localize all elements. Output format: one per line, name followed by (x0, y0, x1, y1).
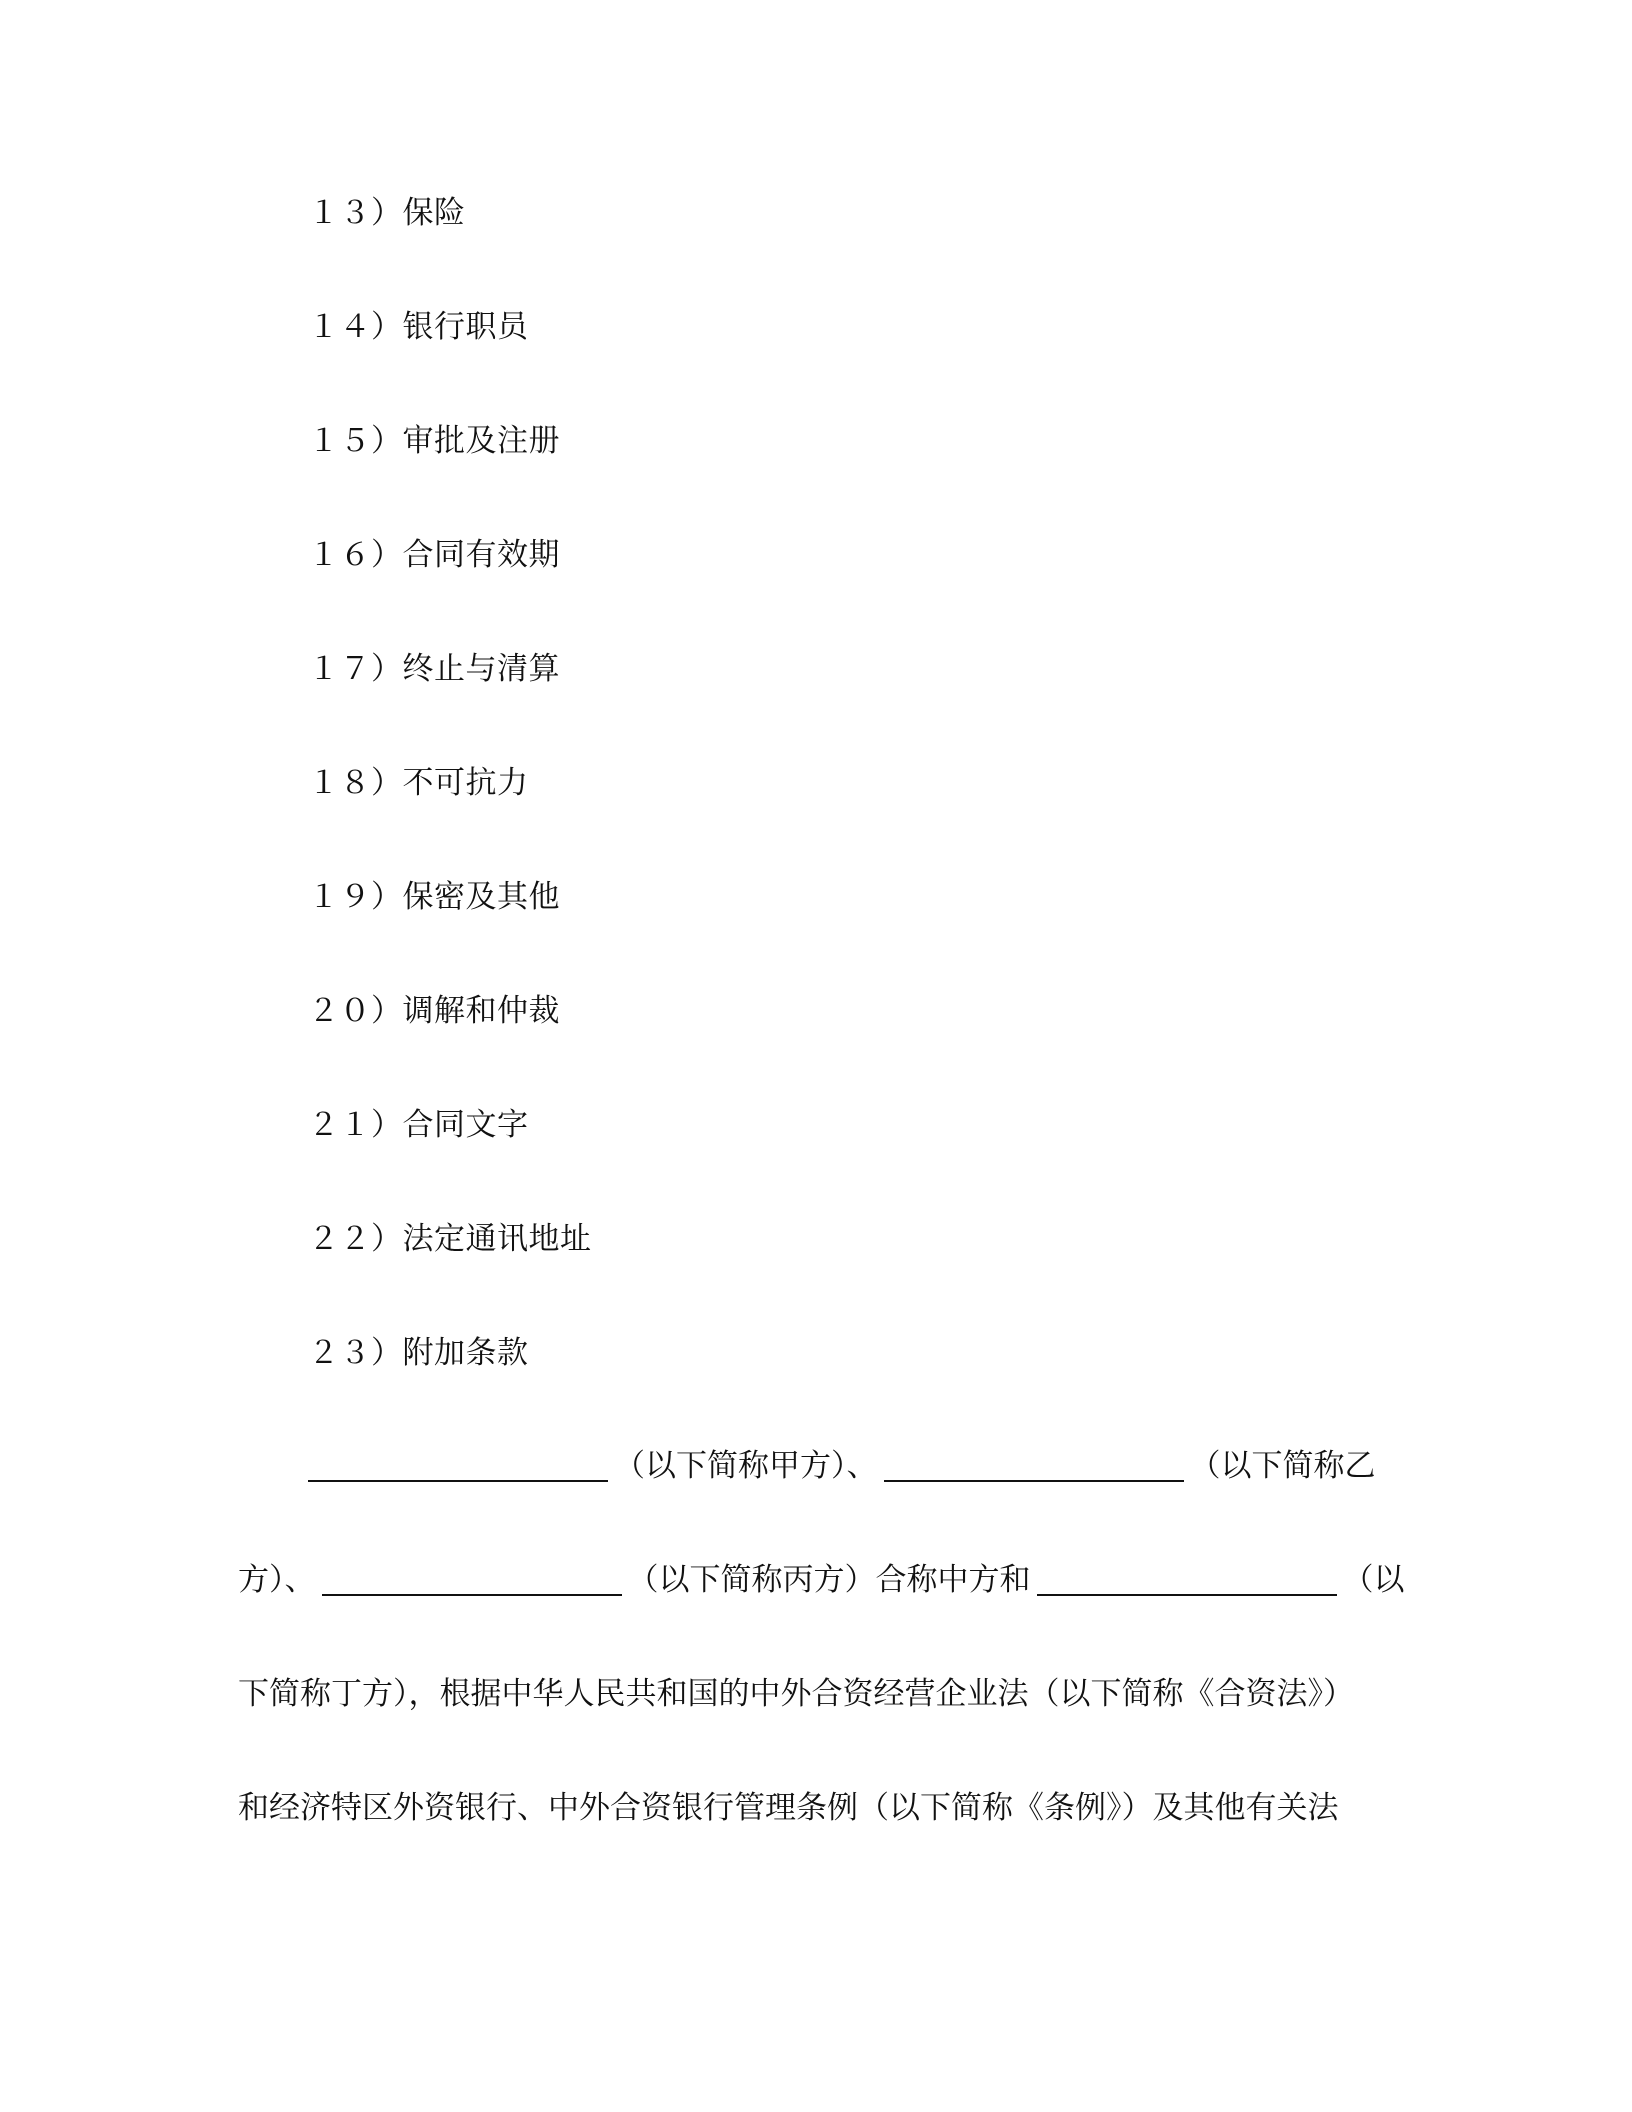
party-b-blank[interactable] (884, 1446, 1184, 1482)
toc-item-19 (308, 877, 560, 917)
toc-number: ２２） (308, 1221, 403, 1257)
toc-title: 附加条款 (402, 1335, 529, 1371)
party-b-label-cont: 方）、 (238, 1562, 316, 1598)
toc-item-23 (308, 1333, 529, 1373)
toc-item-13 (308, 193, 466, 233)
toc-title: 合同文字 (402, 1107, 529, 1143)
party-d-label: （以 (1342, 1562, 1405, 1598)
paragraph-text: 下简称丁方），根据中华人民共和国的中外合资经营企业法（以下简称《合资法》） (238, 1676, 1354, 1712)
toc-number: ２１） (308, 1107, 403, 1143)
toc-number: ２０） (308, 993, 403, 1029)
toc-title: 保险 (402, 195, 466, 231)
toc-title: 不可抗力 (402, 765, 529, 801)
party-a-label: （以下简称甲方）、 (614, 1448, 878, 1484)
toc-number: １６） (308, 537, 403, 573)
paragraph-text: 和经济特区外资银行、中外合资银行管理条例（以下简称《条例》）及其他有关法 (238, 1790, 1339, 1826)
toc-number: １４） (308, 309, 403, 345)
toc-title: 银行职员 (402, 309, 529, 345)
toc-item-22 (308, 1219, 592, 1259)
party-c-blank[interactable] (322, 1560, 622, 1596)
paragraph-line-3 (238, 1674, 1354, 1714)
toc-number: １５） (308, 423, 403, 459)
toc-title: 保密及其他 (402, 879, 560, 915)
paragraph-line-4 (238, 1788, 1339, 1828)
party-b-label: （以下简称乙 (1189, 1448, 1376, 1484)
toc-title: 审批及注册 (402, 423, 560, 459)
toc-number: １７） (308, 651, 403, 687)
toc-item-17 (308, 649, 560, 689)
toc-item-20 (308, 991, 560, 1031)
party-d-blank[interactable] (1037, 1560, 1337, 1596)
toc-title: 法定通讯地址 (402, 1221, 592, 1257)
toc-number: １３） (308, 195, 403, 231)
party-c-label: （以下简称丙方）合称中方和 (627, 1562, 1031, 1598)
paragraph-line-1 (302, 1446, 1376, 1486)
toc-item-21 (308, 1105, 529, 1145)
toc-number: １９） (308, 879, 403, 915)
toc-number: １８） (308, 765, 403, 801)
paragraph-line-2 (238, 1560, 1405, 1600)
toc-title: 调解和仲裁 (402, 993, 560, 1029)
toc-number: ２３） (308, 1335, 403, 1371)
toc-title: 终止与清算 (402, 651, 560, 687)
toc-item-18 (308, 763, 529, 803)
toc-item-15 (308, 421, 560, 461)
toc-title: 合同有效期 (402, 537, 560, 573)
toc-item-14 (308, 307, 529, 347)
party-a-blank[interactable] (308, 1446, 608, 1482)
toc-item-16 (308, 535, 560, 575)
